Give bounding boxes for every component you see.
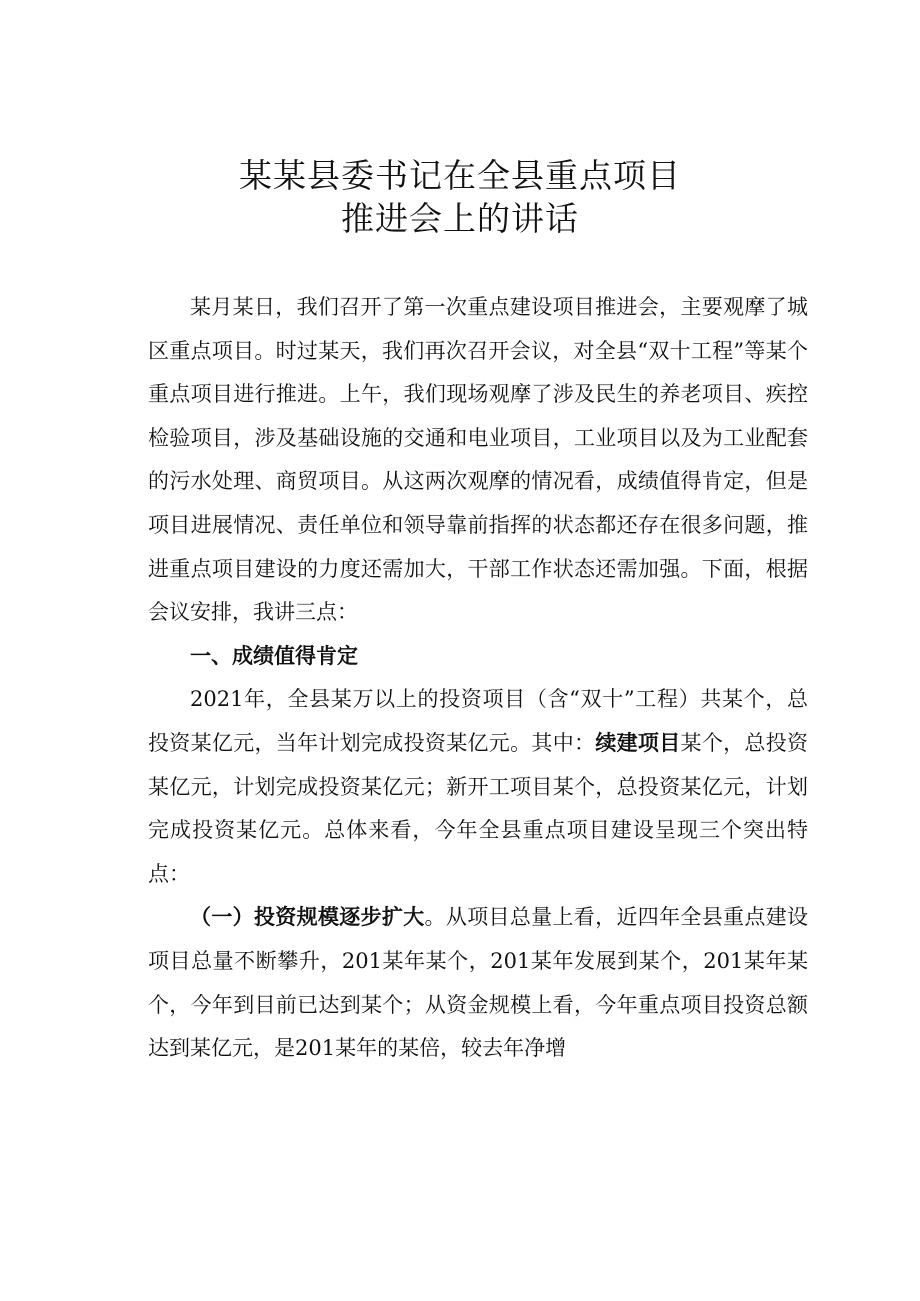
paragraph-2-bold-term: 续建项目 — [595, 730, 681, 755]
paragraph-2-text-b: 某个，总投资某亿元，计划完成投资某亿元；新开工项目某个，总投资某亿元，计划完成投资某亿元。总体来看，今年全县重点项目建设呈现三个突出特点： — [148, 730, 809, 886]
paragraph-3 — [148, 896, 808, 1070]
sub-heading-1: （一）投资规模逐步扩大 — [190, 905, 425, 930]
document-title-line-1: 某某县委书记在全县重点项目 — [239, 156, 681, 195]
intro-paragraph: 某月某日，我们召开了第一次重点建设项目推进会，主要观摩了城区重点项目。时过某天，我们再次召开会议，对全县“双十工程”等某个重点项目进行推进。上午，我们现场观摩了涉及民生的养老项目、疾控检验项目，涉及基础设施的交通和电业项目，工业项目以及为工业配套的污水处理、商贸项目。从这两次观摩的情况看，成绩值得肯定，但是项目进展情况、责任单位和领导靠前指挥的状态都还存在很多问题，推进重点项目建设的力度还需加大，干部工作状态还需加强。下面，根据会议安排，我讲三点： — [148, 295, 808, 625]
section-heading-1: 一、成绩值得肯定 — [190, 643, 358, 668]
document-body — [148, 286, 808, 1071]
paragraph-2-text-a: 2021年，全县某万以上的投资项目（含“双十”工程）共某个，总投资某亿元，当年计划完成投资某亿元。其中： — [148, 687, 808, 755]
paragraph-2 — [148, 678, 808, 896]
paragraph-3-text: 。从项目总量上看，近四年全县重点建设项目总量不断攀升，201某年某个，201某年发展到某个，201某年某个，今年到目前已达到某个；从资金规模上看，今年重点项目投资总额达到某亿元，是201某年的某倍，较去年净增 — [148, 905, 809, 1061]
document-title-line-2: 推进会上的讲话 — [341, 199, 579, 238]
